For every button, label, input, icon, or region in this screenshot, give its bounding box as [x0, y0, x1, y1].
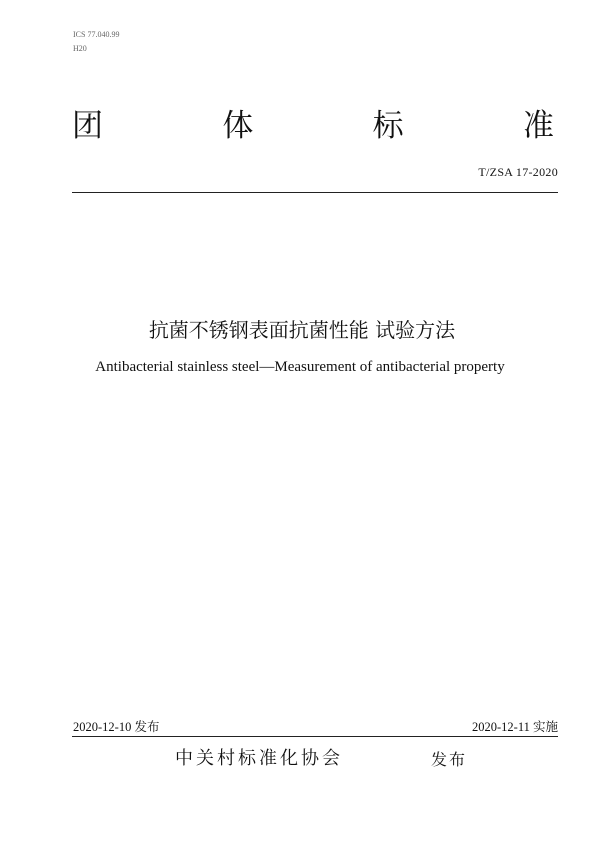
ics-code: ICS 77.040.99: [73, 30, 120, 39]
publish-date: 2020-12-10 发布: [73, 720, 160, 734]
bottom-divider: [72, 736, 558, 737]
standard-type-char: 准: [522, 108, 554, 144]
implement-date: 2020-12-11 实施: [472, 720, 558, 734]
standard-type-heading: [72, 106, 554, 146]
title-chinese: 抗菌不锈钢表面抗菌性能 试验方法: [148, 318, 456, 342]
ccs-code: H20: [73, 44, 87, 53]
issue-label: 发布: [431, 750, 468, 769]
top-divider: [72, 192, 558, 193]
standard-type-char: 体: [222, 108, 254, 144]
title-english: Antibacterial stainless steel—Measurement of antibacterial property: [95, 359, 505, 375]
standard-type-char: 标: [372, 108, 404, 144]
standard-number: T/ZSA 17-2020: [478, 165, 558, 179]
standard-type-char: 团: [72, 108, 103, 144]
issuing-organization: 中关村标准化协会: [175, 748, 343, 769]
